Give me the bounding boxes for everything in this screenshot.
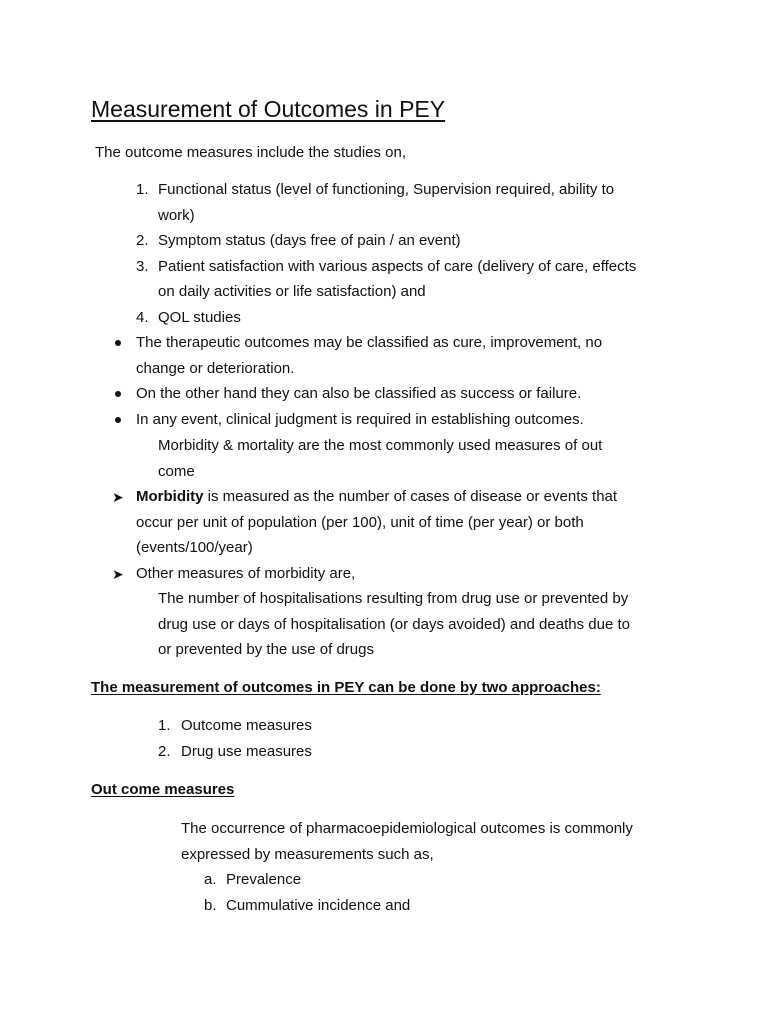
list-item-text: Functional status (level of functioning, Supervision required, ability to bbox=[158, 181, 615, 198]
list-marker: b. bbox=[204, 897, 217, 914]
bullet-icon bbox=[115, 417, 121, 423]
list-marker: a. bbox=[204, 871, 217, 888]
arrow-bullet-icon: ➤ bbox=[112, 566, 124, 582]
list-marker: 1. bbox=[158, 717, 171, 734]
arrow-item-text: (events/100/year) bbox=[136, 539, 253, 556]
bullet-icon bbox=[115, 391, 121, 397]
arrow-item-text bbox=[136, 487, 617, 507]
arrow-item-text: Other measures of morbidity are, bbox=[136, 565, 356, 582]
list-item-text: Symptom status (days free of pain / an event) bbox=[158, 232, 461, 249]
continuation-text: drug use or days of hospitalisation (or days avoided) and deaths due to bbox=[158, 616, 630, 633]
list-marker: 2. bbox=[136, 232, 149, 249]
page-title: Measurement of Outcomes in PEY bbox=[91, 96, 446, 122]
continuation-text: come bbox=[158, 463, 195, 480]
approaches-heading: The measurement of outcomes in PEY can be done by two approaches: bbox=[91, 679, 601, 696]
paragraph-text: expressed by measurements such as, bbox=[181, 846, 434, 863]
arrow-item-rest: is measured as the number of cases of disease or events that bbox=[203, 488, 618, 505]
outcome-heading: Out come measures bbox=[91, 781, 235, 798]
list-marker: 1. bbox=[136, 181, 149, 198]
list-item-text: work) bbox=[158, 207, 195, 224]
bullet-text: On the other hand they can also be classified as success or failure. bbox=[136, 385, 582, 402]
bullet-text: The therapeutic outcomes may be classified as cure, improvement, no bbox=[136, 334, 603, 351]
list-item-text: QOL studies bbox=[158, 309, 241, 326]
list-item-text: Patient satisfaction with various aspects of care (delivery of care, effects bbox=[158, 258, 637, 275]
continuation-text: The number of hospitalisations resulting from drug use or prevented by bbox=[158, 590, 629, 607]
list-item-text: Cummulative incidence and bbox=[226, 897, 411, 914]
paragraph-text: The occurrence of pharmacoepidemiological outcomes is commonly bbox=[181, 820, 633, 837]
arrow-item-text: occur per unit of population (per 100), unit of time (per year) or both bbox=[136, 514, 584, 531]
continuation-text: Morbidity & mortality are the most commonly used measures of out bbox=[158, 437, 603, 454]
list-item-text: Drug use measures bbox=[181, 743, 312, 760]
bullet-icon bbox=[115, 340, 121, 346]
list-marker: 3. bbox=[136, 258, 149, 275]
list-item-text: Prevalence bbox=[226, 871, 302, 888]
bold-term: Morbidity bbox=[136, 488, 204, 505]
continuation-text: or prevented by the use of drugs bbox=[158, 641, 374, 658]
list-marker: 4. bbox=[136, 309, 149, 326]
bullet-text: change or deterioration. bbox=[136, 360, 295, 377]
list-marker: 2. bbox=[158, 743, 171, 760]
arrow-bullet-icon: ➤ bbox=[112, 489, 124, 505]
list-item-text: Outcome measures bbox=[181, 717, 312, 734]
bullet-text: In any event, clinical judgment is required in establishing outcomes. bbox=[136, 411, 584, 428]
intro-text: The outcome measures include the studies on, bbox=[95, 144, 407, 161]
list-item-text: on daily activities or life satisfaction) and bbox=[158, 283, 426, 300]
